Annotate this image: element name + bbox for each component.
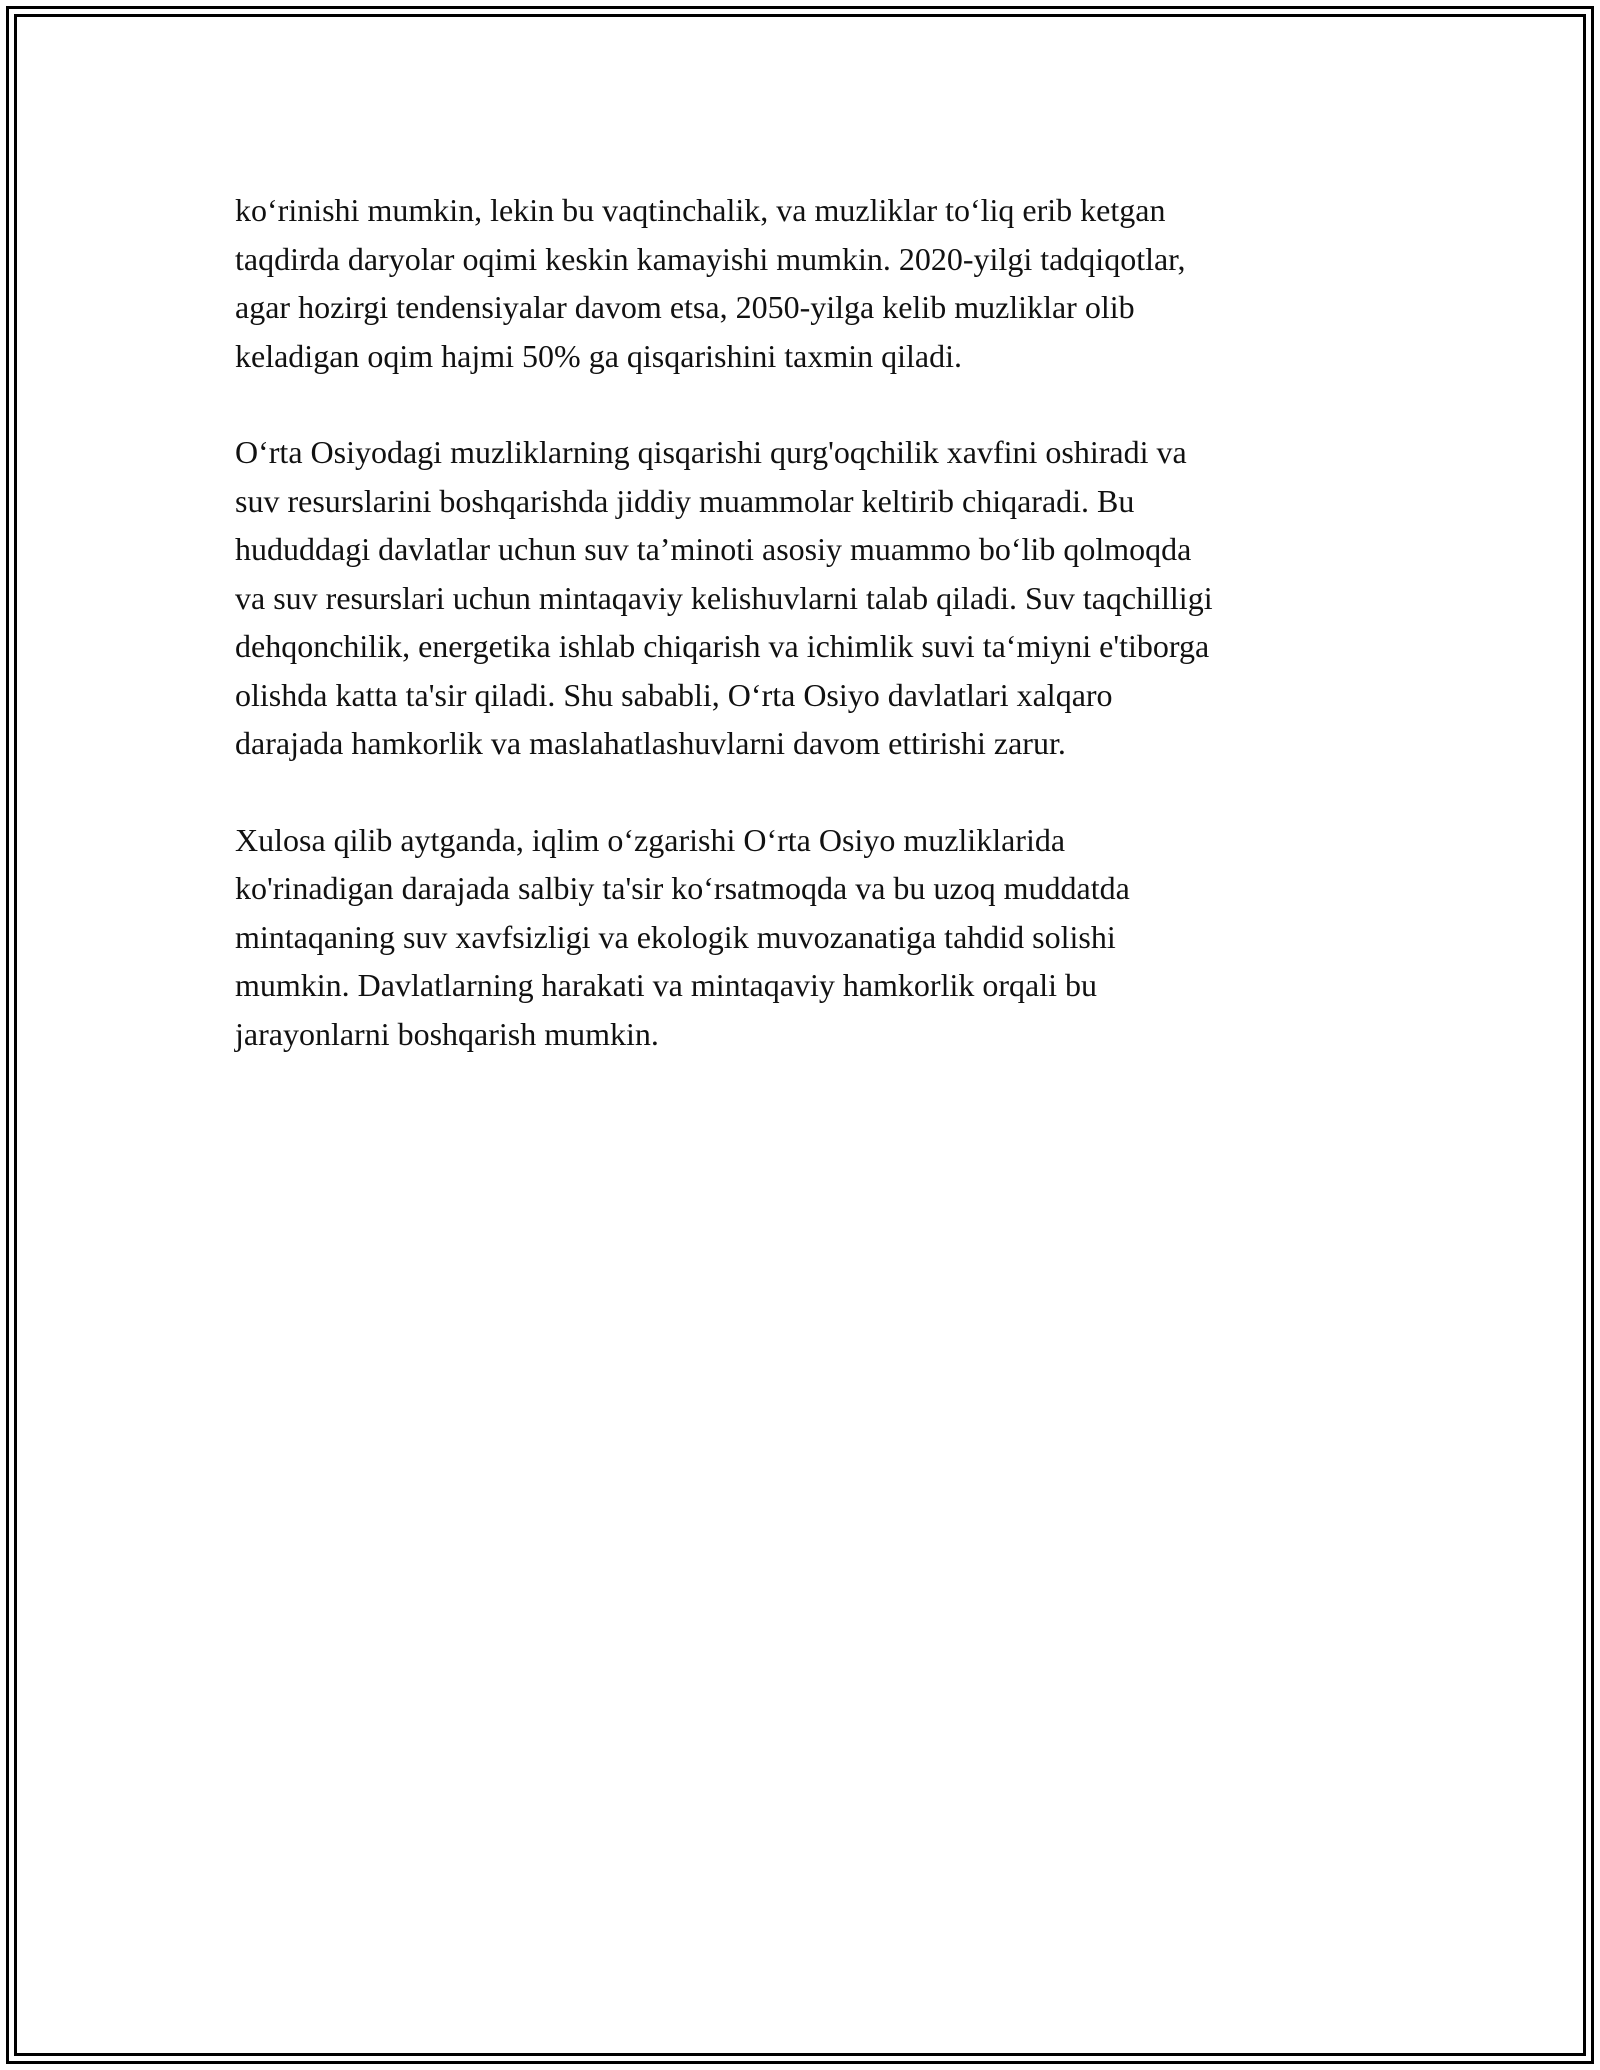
text-line: suv resurslarini boshqarishda jiddiy muammolar keltirib chiqaradi. Bu: [235, 482, 1135, 519]
text-line: mintaqaning suv xavfsizligi va ekologik muvozanatiga tahdid solishi: [235, 918, 1116, 955]
document-body: [235, 186, 1385, 1106]
text-line: dehqonchilik, energetika ishlab chiqarish va ichimlik suvi ta‘miyni e'tiborga: [235, 628, 1210, 664]
text-line: ko'rinadigan darajada salbiy ta'sir ko‘rsatmoqda va bu uzoq muddatda: [235, 870, 1130, 906]
paragraph-water-resources: [235, 428, 1385, 768]
paragraph-conclusion: [235, 816, 1385, 1059]
text-line: agar hozirgi tendensiyalar davom etsa, 2050-yilga kelib muzliklar olib: [235, 289, 1135, 325]
text-line: jarayonlarni boshqarish mumkin.: [235, 1015, 659, 1052]
text-line: ko‘rinishi mumkin, lekin bu vaqtinchalik, va muzliklar to‘liq erib ketgan: [235, 192, 1166, 228]
paragraph-glacier-runoff: [235, 186, 1385, 380]
text-line: olishda katta ta'sir qiladi. Shu sababli, O‘rta Osiyo davlatlari xalqaro: [235, 676, 1113, 713]
text-line: Xulosa qilib aytganda, iqlim o‘zgarishi O‘rta Osiyo muzliklarida: [235, 821, 1066, 858]
text-line: va suv resurslari uchun mintaqaviy kelishuvlarni talab qiladi. Suv taqchilligi: [235, 579, 1213, 616]
text-line: darajada hamkorlik va maslahatlashuvlarni davom ettirishi zarur.: [235, 725, 1066, 761]
text-line: taqdirda daryolar oqimi keskin kamayishi mumkin. 2020-yilgi tadqiqotlar,: [235, 240, 1186, 277]
text-line: keladigan oqim hajmi 50% ga qisqarishini taxmin qiladi.: [235, 337, 962, 374]
text-line: hududdagi davlatlar uchun suv ta’minoti asosiy muammo bo‘lib qolmoqda: [235, 531, 1192, 567]
text-line: O‘rta Osiyodagi muzliklarning qisqarishi qurg'oqchilik xavfini oshiradi va: [235, 434, 1187, 470]
text-line: mumkin. Davlatlarning harakati va mintaqaviy hamkorlik orqali bu: [235, 967, 1097, 1003]
